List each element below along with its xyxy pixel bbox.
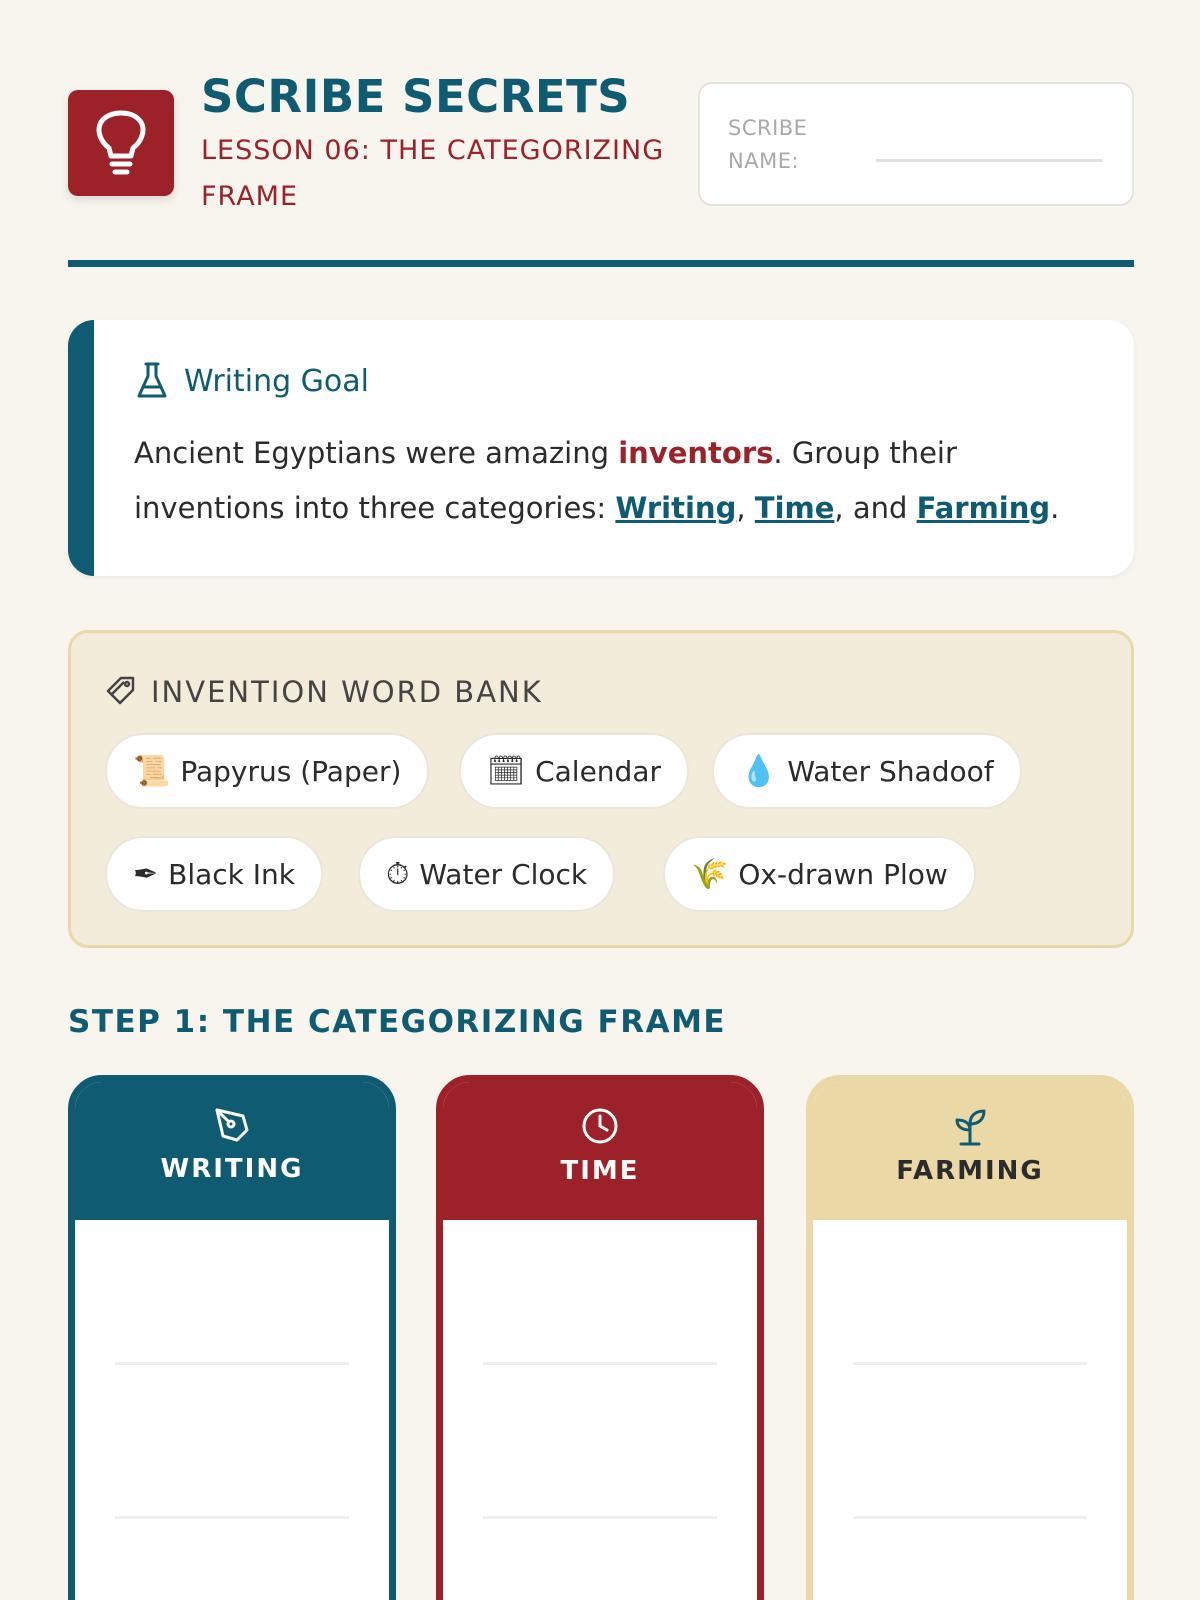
write-line[interactable] [115, 1516, 349, 1519]
worksheet-page [68, 0, 1134, 1600]
column-header-time [443, 1082, 757, 1220]
chip-label: Water Clock [419, 857, 588, 891]
chip-label: Black Ink [168, 857, 296, 891]
flask-icon [136, 362, 168, 400]
column-label: FARMING [896, 1156, 1044, 1186]
chip-label: Ox-drawn Plow [738, 857, 948, 891]
write-line[interactable] [483, 1362, 717, 1365]
word-bank-heading [105, 675, 543, 709]
column-header-writing [75, 1082, 389, 1220]
goal-highlight: inventors [618, 436, 774, 470]
write-line[interactable] [115, 1362, 349, 1365]
goal-heading [136, 362, 369, 400]
category-link-time[interactable]: Time [754, 491, 835, 525]
writing-goal-card [68, 320, 1134, 576]
scroll-icon: 📜 [133, 753, 171, 789]
category-link-writing[interactable]: Writing [615, 491, 737, 525]
word-chip-ox-drawn-plow[interactable] [663, 836, 976, 912]
column-header-farming [813, 1082, 1127, 1220]
goal-text-part: . Group their inventions into three categories: [134, 436, 957, 525]
chip-label: Papyrus (Paper) [180, 754, 402, 788]
category-column-farming[interactable] [806, 1075, 1134, 1600]
chip-label: Water Shadoof [787, 754, 994, 788]
calendar-icon: 🗓 [487, 753, 526, 789]
scribe-name-field[interactable] [698, 82, 1134, 206]
goal-text-part: , and [834, 491, 917, 525]
pen-tool-icon [213, 1106, 251, 1144]
write-line[interactable] [853, 1362, 1087, 1365]
category-link-farming[interactable]: Farming [916, 491, 1051, 525]
word-chip-calendar[interactable] [459, 733, 689, 809]
word-chip-water-shadoof[interactable] [712, 733, 1022, 809]
word-bank-title: INVENTION WORD BANK [151, 675, 543, 709]
clock-icon [580, 1106, 620, 1146]
write-line[interactable] [853, 1516, 1087, 1519]
word-chip-black-ink[interactable] [105, 836, 323, 912]
droplet-icon: 💧 [740, 753, 778, 789]
write-line[interactable] [483, 1516, 717, 1519]
column-label: TIME [560, 1156, 640, 1186]
page-title: SCRIBE SECRETS [201, 70, 631, 123]
goal-heading-label: Writing Goal [184, 363, 369, 399]
name-write-line[interactable] [876, 159, 1102, 162]
tag-icon [105, 675, 139, 709]
chip-label: Calendar [535, 754, 661, 788]
column-label: WRITING [160, 1154, 304, 1184]
header-divider [68, 260, 1134, 267]
header [68, 70, 1134, 220]
goal-text [134, 426, 1094, 536]
step-title: STEP 1: THE CATEGORIZING FRAME [68, 1004, 727, 1040]
word-chip-water-clock[interactable] [358, 836, 615, 912]
goal-text-part: Ancient Egyptians were amazing [134, 436, 619, 470]
sprout-icon [951, 1106, 989, 1146]
pen-icon: ✒ [133, 856, 159, 892]
scribe-name-label: SCRIBE NAME: [728, 116, 808, 173]
word-chip-papyrus[interactable] [105, 733, 429, 809]
word-bank [68, 630, 1134, 948]
category-column-writing[interactable] [68, 1075, 396, 1600]
goal-text-part: , [736, 491, 755, 525]
lightbulb-icon [68, 90, 174, 196]
stopwatch-icon: ⏱ [386, 856, 410, 892]
goal-text-part: . [1050, 491, 1060, 525]
lesson-subtitle: LESSON 06: THE CATEGORIZING FRAME [201, 135, 665, 212]
wheat-icon: 🌾 [691, 856, 729, 892]
category-column-time[interactable] [436, 1075, 764, 1600]
